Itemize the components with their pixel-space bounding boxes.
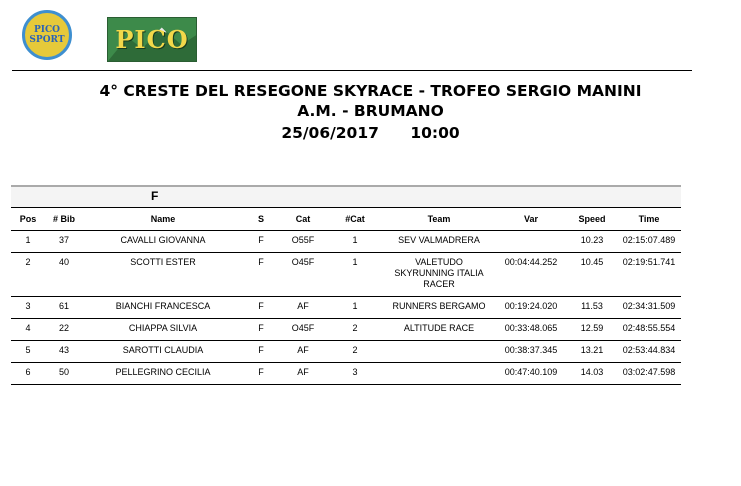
cell-cat: AF [279, 341, 327, 363]
table-header-row [11, 208, 681, 231]
category-header [11, 185, 681, 208]
cell-time: 02:15:07.489 [617, 231, 681, 253]
cell-name: CHIAPPA SILVIA [83, 319, 243, 341]
cell-speed: 11.53 [567, 297, 617, 319]
table-row [11, 363, 681, 385]
cell-team: SEV VALMADRERA [383, 231, 495, 253]
col-speed: Speed [567, 208, 617, 231]
cell-sex: F [243, 341, 279, 363]
cell-speed: 14.03 [567, 363, 617, 385]
cell-pos: 4 [11, 319, 45, 341]
cell-speed: 12.59 [567, 319, 617, 341]
cell-bib: 43 [45, 341, 83, 363]
logo-text-line2: SPORT [29, 35, 65, 45]
cell-sex: F [243, 297, 279, 319]
cell-sex: F [243, 319, 279, 341]
pico-sport-logo [22, 10, 72, 60]
table-row [11, 231, 681, 253]
cell-speed: 10.45 [567, 253, 617, 297]
cell-time: 03:02:47.598 [617, 363, 681, 385]
race-datetime [0, 124, 741, 142]
cell-team [383, 363, 495, 385]
col-cat-rank: #Cat [327, 208, 383, 231]
cell-team: VALETUDO SKYRUNNING ITALIA RACER [383, 253, 495, 297]
col-var: Var [495, 208, 567, 231]
cell-cat-rank: 2 [327, 319, 383, 341]
cell-speed: 13.21 [567, 341, 617, 363]
cell-time: 02:19:51.741 [617, 253, 681, 297]
table-row [11, 341, 681, 363]
col-time: Time [617, 208, 681, 231]
pico-logo [107, 17, 197, 62]
header-divider [12, 70, 692, 71]
cell-bib: 61 [45, 297, 83, 319]
cell-name: CAVALLI GIOVANNA [83, 231, 243, 253]
cell-bib: 50 [45, 363, 83, 385]
pico-logo-text: PICO [115, 25, 189, 54]
col-bib: # Bib [45, 208, 83, 231]
race-location: A.M. - BRUMANO [297, 102, 444, 120]
cell-team: ALTITUDE RACE [383, 319, 495, 341]
cell-sex: F [243, 363, 279, 385]
table-row [11, 319, 681, 341]
table-row [11, 297, 681, 319]
cell-speed: 10.23 [567, 231, 617, 253]
cell-var: 00:38:37.345 [495, 341, 567, 363]
cell-name: SCOTTI ESTER [83, 253, 243, 297]
cell-team: RUNNERS BERGAMO [383, 297, 495, 319]
cell-cat: O45F [279, 319, 327, 341]
cell-var: 00:04:44.252 [495, 253, 567, 297]
cell-cat-rank: 3 [327, 363, 383, 385]
cell-cat: AF [279, 297, 327, 319]
cell-pos: 2 [11, 253, 45, 297]
cell-cat: O55F [279, 231, 327, 253]
category-label: F [151, 189, 159, 203]
cell-cat-rank: 1 [327, 297, 383, 319]
logo-text-line1: PICO [34, 25, 60, 35]
race-title: 4° CRESTE DEL RESEGONE SKYRACE - TROFEO SERGIO MANINI [99, 82, 642, 100]
cell-cat-rank: 1 [327, 253, 383, 297]
race-time: 10:00 [410, 124, 460, 142]
cell-cat: O45F [279, 253, 327, 297]
col-cat: Cat [279, 208, 327, 231]
cell-pos: 5 [11, 341, 45, 363]
results-table [11, 208, 681, 385]
cell-cat-rank: 1 [327, 231, 383, 253]
cell-name: PELLEGRINO CECILIA [83, 363, 243, 385]
cell-sex: F [243, 231, 279, 253]
cell-name: BIANCHI FRANCESCA [83, 297, 243, 319]
cell-var: 00:19:24.020 [495, 297, 567, 319]
cell-time: 02:48:55.554 [617, 319, 681, 341]
col-team: Team [383, 208, 495, 231]
cell-name: SAROTTI CLAUDIA [83, 341, 243, 363]
cell-time: 02:53:44.834 [617, 341, 681, 363]
cell-var [495, 231, 567, 253]
cell-sex: F [243, 253, 279, 297]
cell-bib: 37 [45, 231, 83, 253]
cell-var: 00:33:48.065 [495, 319, 567, 341]
table-row [11, 253, 681, 297]
cell-cat-rank: 2 [327, 341, 383, 363]
col-name: Name [83, 208, 243, 231]
cell-pos: 6 [11, 363, 45, 385]
cell-time: 02:34:31.509 [617, 297, 681, 319]
results-table-wrapper [11, 185, 681, 385]
cell-var: 00:47:40.109 [495, 363, 567, 385]
cell-pos: 1 [11, 231, 45, 253]
cell-bib: 40 [45, 253, 83, 297]
cell-team [383, 341, 495, 363]
cell-cat: AF [279, 363, 327, 385]
cell-pos: 3 [11, 297, 45, 319]
col-sex: S [243, 208, 279, 231]
cell-bib: 22 [45, 319, 83, 341]
race-date: 25/06/2017 [281, 124, 379, 142]
col-pos: Pos [11, 208, 45, 231]
